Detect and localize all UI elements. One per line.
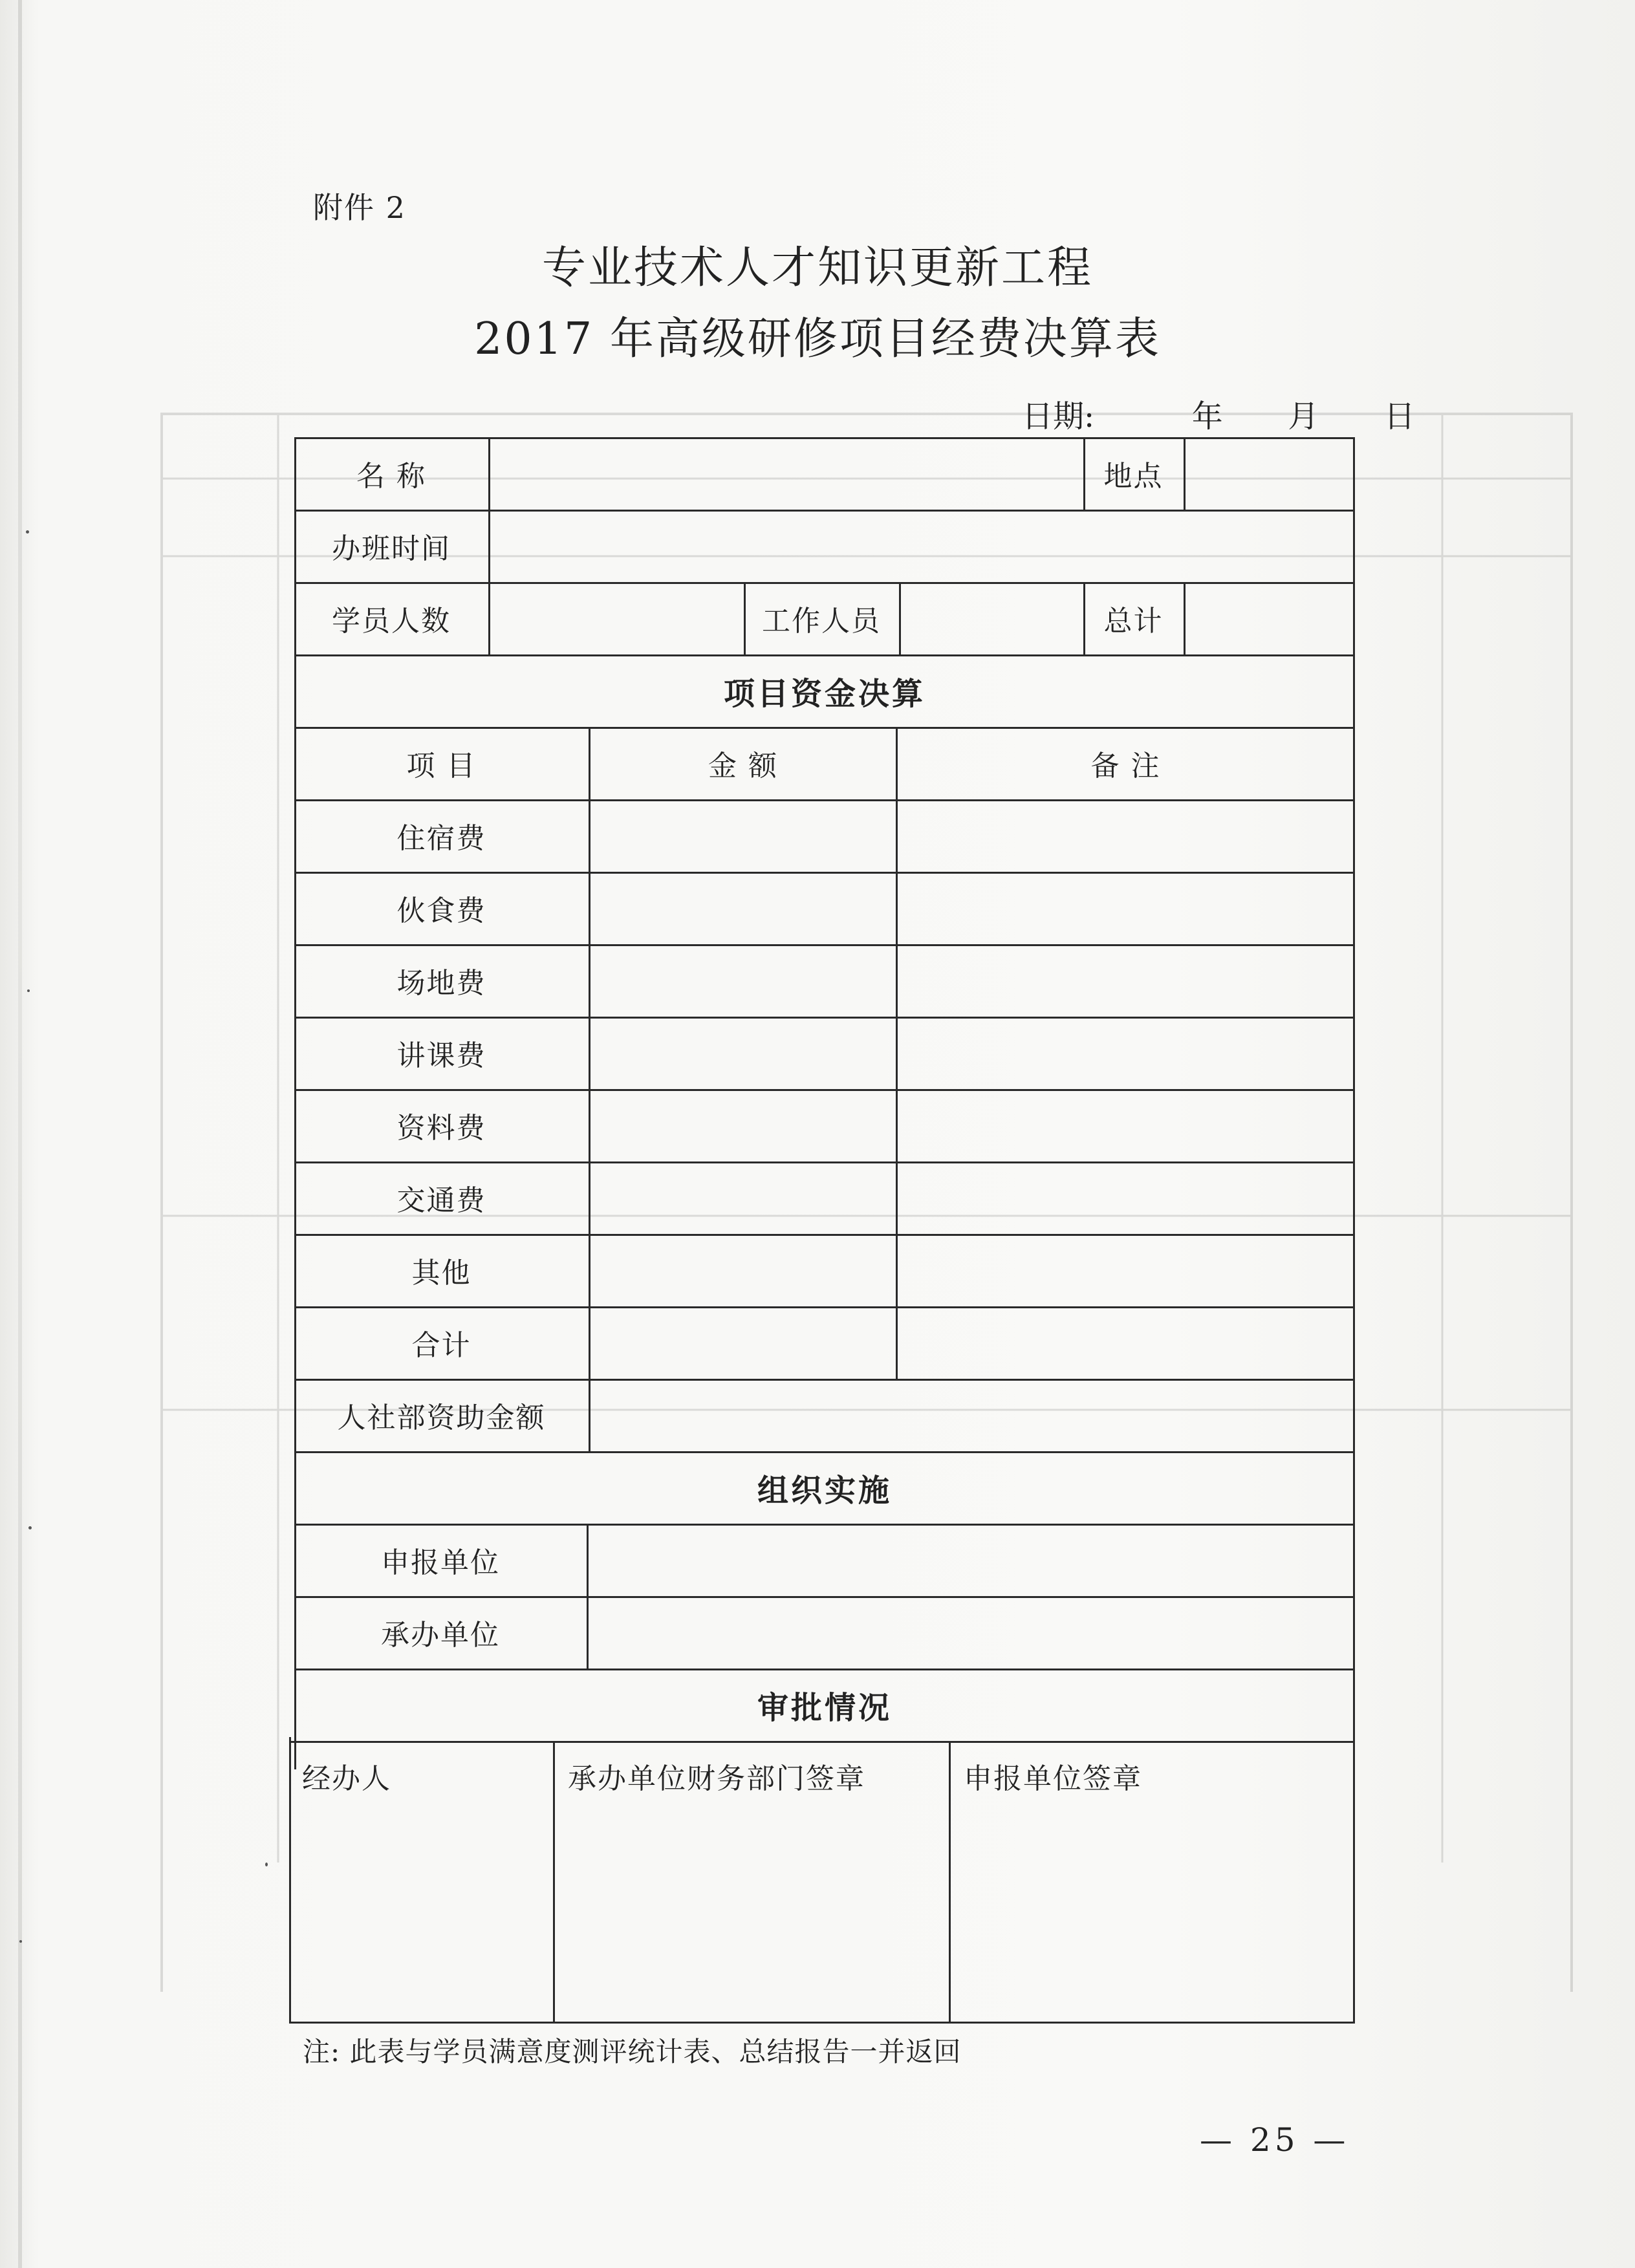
date-year[interactable]: 年 [1191,398,1223,435]
subsidy-field[interactable] [590,1379,1354,1451]
date-label: 日期: [1022,398,1095,435]
page-number: — 25 — [1200,2121,1350,2159]
item-sum: 合计 [411,1329,471,1362]
staff-field[interactable] [901,582,1083,654]
location-field[interactable] [1186,437,1354,510]
subsidy-label: 人社部资助金额 [337,1401,546,1434]
location-label: 地点 [1103,460,1164,493]
date-row [1022,391,1415,436]
applicant-field[interactable] [589,1524,1354,1596]
col-amount-header: 金 额 [708,750,778,783]
organizer-field[interactable] [589,1596,1354,1669]
approval-section-title: 审批情况 [757,1689,892,1726]
col-item-header: 项 目 [406,750,477,783]
amount-column-fields[interactable] [590,799,896,1379]
date-day[interactable]: 日 [1383,398,1415,435]
item-venue: 场地费 [396,967,486,1000]
total-label: 总计 [1103,605,1164,638]
budget-form-table [294,437,1355,2022]
organizer-label: 承办单位 [381,1619,500,1652]
remark-column-fields[interactable] [898,799,1354,1379]
total-field[interactable] [1186,582,1354,654]
item-lecture: 讲课费 [396,1039,486,1072]
applicant-label: 申报单位 [381,1546,500,1579]
item-other: 其他 [411,1257,471,1290]
applicant-seal-label[interactable]: 申报单位签章 [964,1762,1142,1795]
students-field[interactable] [490,582,744,654]
item-accommodation: 住宿费 [396,822,486,855]
organization-section-title: 组织实施 [757,1472,892,1509]
footer-note: 注: 此表与学员满意度测评统计表、总结报告一并返回 [303,2036,962,2068]
title-line-1: 专业技术人才知识更新工程 [541,243,1093,294]
item-transport: 交通费 [396,1184,486,1217]
title-line-2: 2017 年高级研修项目经费决算表 [474,314,1161,365]
budget-section-title: 项目资金决算 [723,675,926,712]
item-materials: 资料费 [396,1112,486,1145]
name-field[interactable] [490,437,1083,510]
students-label: 学员人数 [332,605,451,638]
attachment-label: 附件 2 [313,190,406,225]
col-remark-header: 备 注 [1090,750,1161,783]
item-meals: 伙食费 [396,894,486,927]
class-time-label: 办班时间 [332,532,451,565]
staff-label: 工作人员 [762,605,881,638]
handler-label[interactable]: 经办人 [302,1762,391,1795]
name-label: 名 称 [356,460,426,493]
class-time-field[interactable] [490,510,1354,582]
date-month[interactable]: 月 [1288,398,1319,435]
finance-seal-label[interactable]: 承办单位财务部门签章 [568,1762,865,1795]
